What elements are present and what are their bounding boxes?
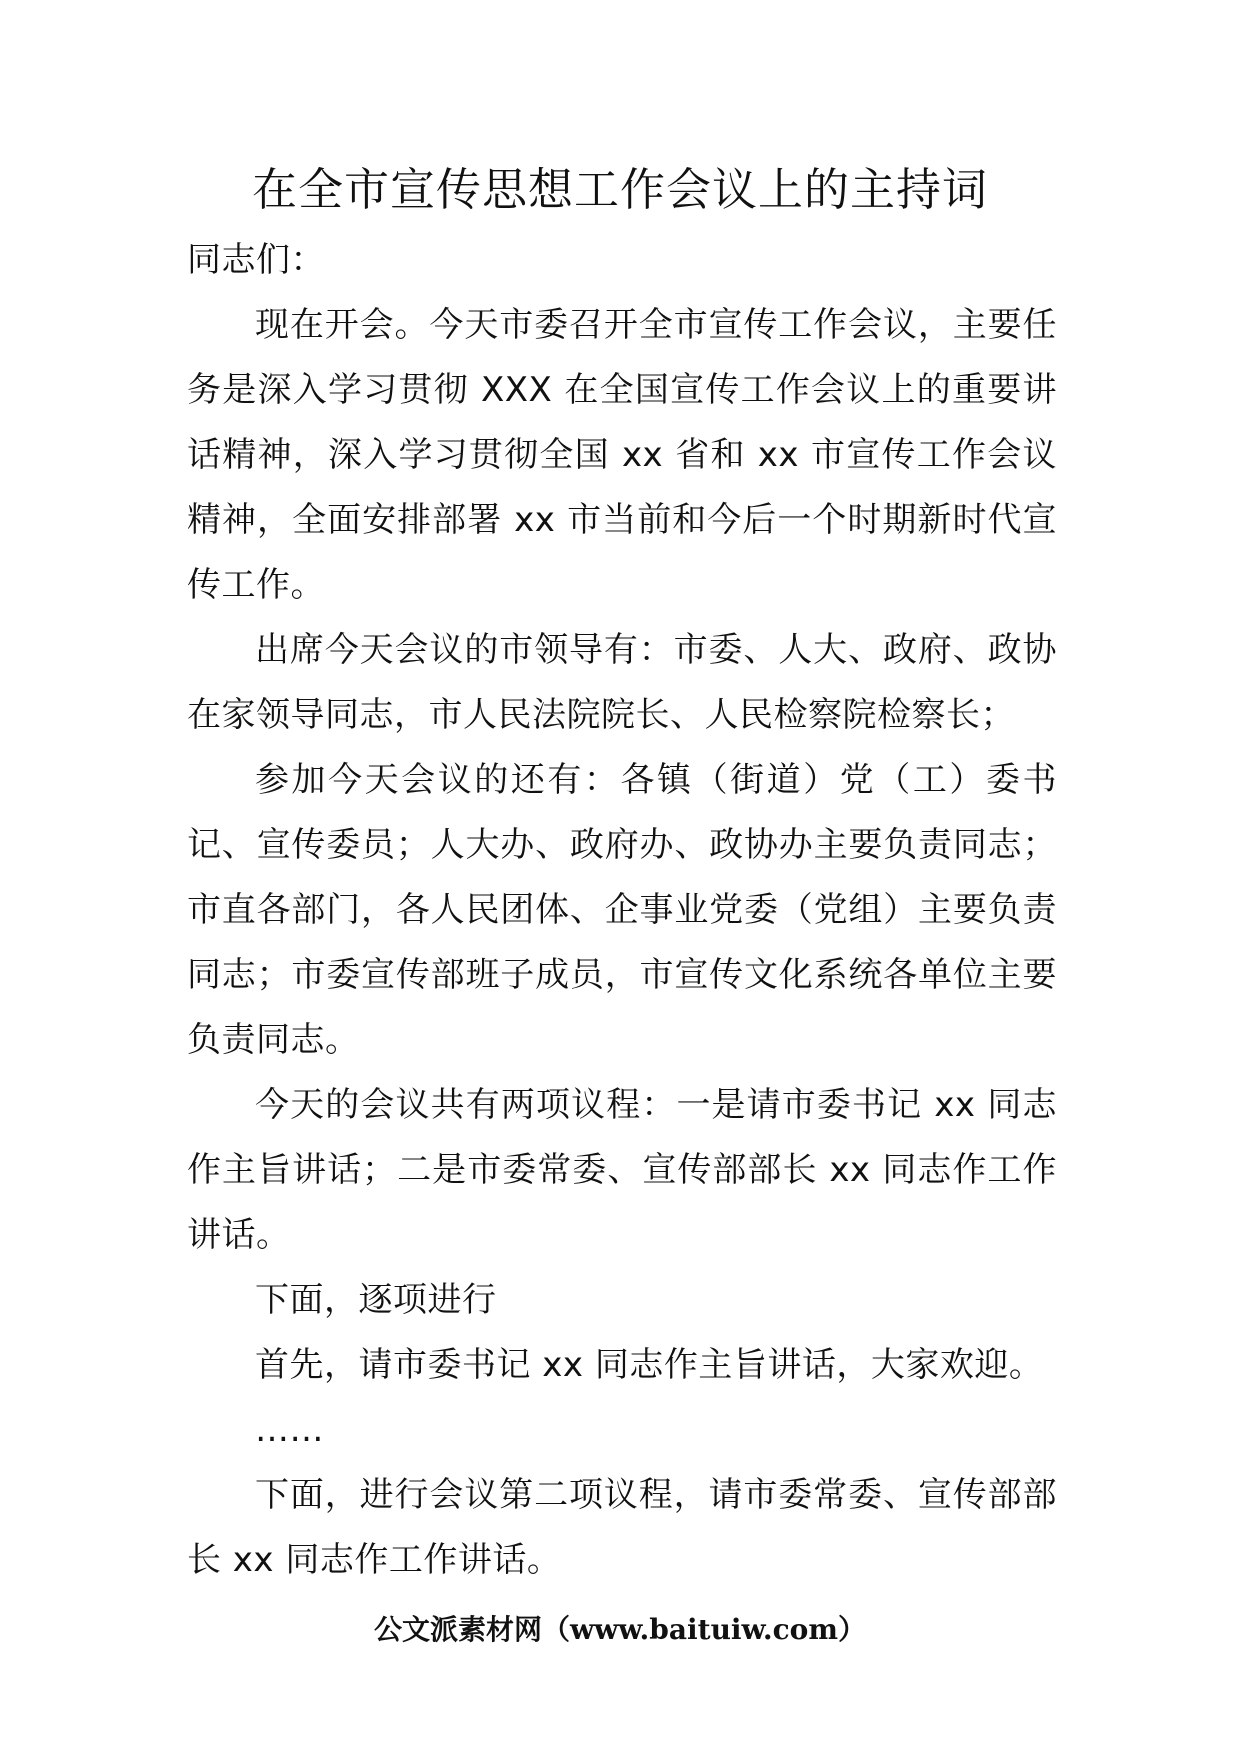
paragraph-attending-leaders: 出席今天会议的市领导有：市委、人大、政府、政协在家领导同志，市人民法院院长、人民检察院检察长； (187, 630, 1057, 735)
document-title: 在全市宣传思想工作会议上的主持词 (251, 163, 988, 216)
document-body (187, 228, 1057, 1593)
paragraph-first-item: 首先，请市委书记 xx 同志作主旨讲话，大家欢迎。 (255, 1345, 1044, 1385)
paragraph-agenda: 今天的会议共有两项议程：一是请市委书记 xx 同志作主旨讲话；二是市委常委、宣传部部长 xx 同志作工作讲话。 (187, 1085, 1057, 1255)
footer-watermark: 公文派素材网（www.baituiw.com） (374, 1613, 866, 1646)
paragraph-proceed: 下面，逐项进行 (255, 1280, 497, 1320)
paragraph-opening: 现在开会。今天市委召开全市宣传工作会议，主要任务是深入学习贯彻 XXX 在全国宣传工作会议上的重要讲话精神，深入学习贯彻全国 xx 省和 xx 市宣传工作会议精神，全面安排部署 xx 市当前和今后一个时期新时代宣传工作。 (187, 305, 1057, 605)
paragraph-other-attendees: 参加今天会议的还有：各镇（街道）党（工）委书记、宣传委员；人大办、政府办、政协办主要负责同志；市直各部门，各人民团体、企事业党委（党组）主要负责同志；市委宣传部班子成员，市宣传文化系统各单位主要负责同志。 (187, 760, 1057, 1060)
salutation: 同志们： (187, 240, 325, 280)
paragraph-second-item: 下面，进行会议第二项议程，请市委常委、宣传部部长 xx 同志作工作讲话。 (187, 1475, 1057, 1580)
paragraph-ellipsis: …… (255, 1410, 324, 1450)
